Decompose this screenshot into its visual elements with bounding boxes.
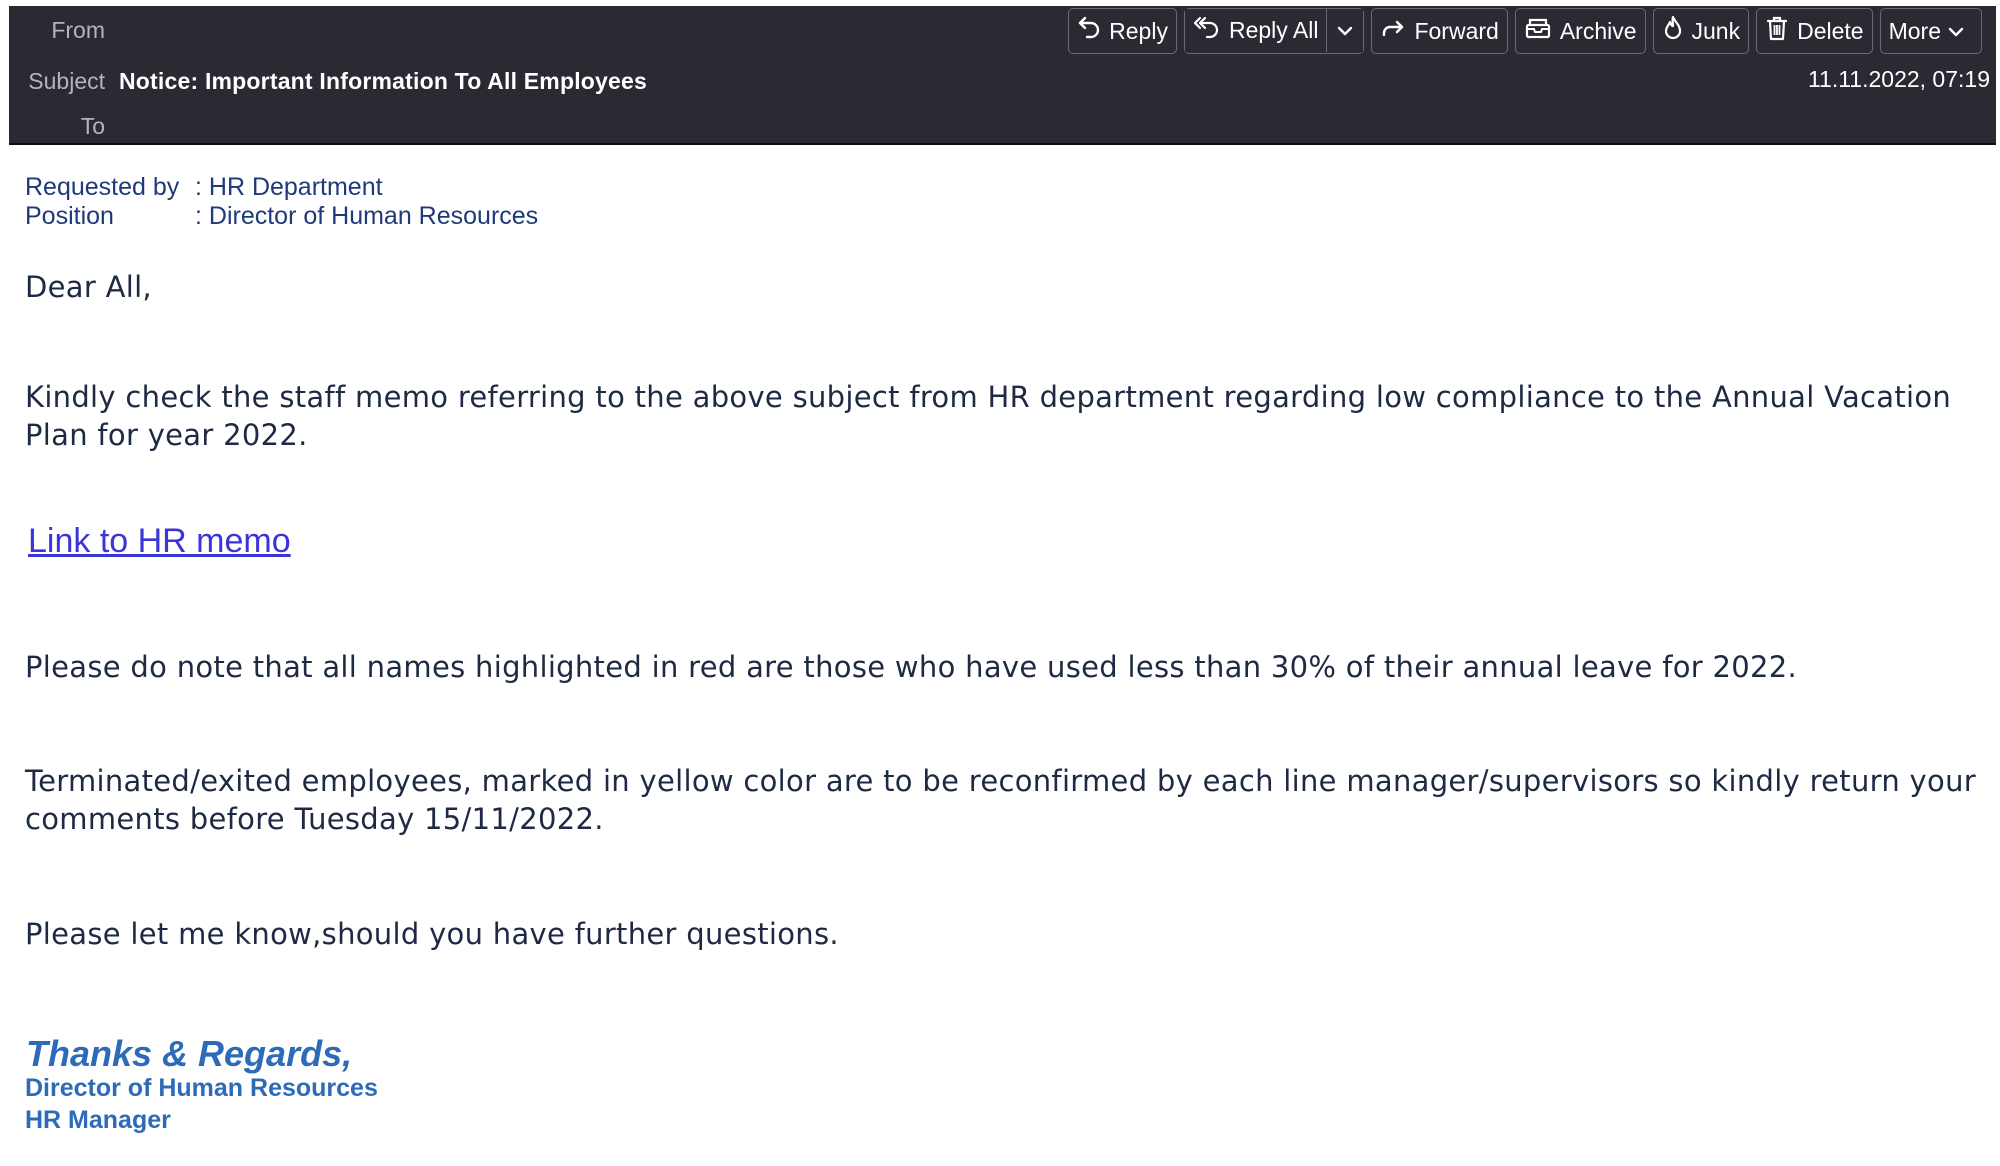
forward-button[interactable] xyxy=(1371,8,1507,54)
delete-label: Delete xyxy=(1797,17,1864,44)
message-header xyxy=(9,6,1996,145)
hr-memo-link[interactable]: Link to HR memo xyxy=(28,522,291,560)
forward-icon xyxy=(1380,17,1414,45)
signature-signoff: Thanks & Regards, xyxy=(26,1033,353,1074)
request-meta xyxy=(25,173,538,231)
forward-label: Forward xyxy=(1414,17,1499,44)
reply-all-button[interactable] xyxy=(1185,9,1326,52)
archive-icon xyxy=(1524,16,1560,46)
reply-all-label: Reply All xyxy=(1228,17,1319,43)
trash-icon xyxy=(1765,14,1797,48)
signature-title: Director of Human Resources xyxy=(25,1074,378,1102)
chevron-down-icon xyxy=(1336,17,1354,44)
junk-icon xyxy=(1662,14,1692,48)
signature-role: HR Manager xyxy=(25,1106,171,1134)
archive-button[interactable] xyxy=(1515,8,1646,54)
position-value: : Director of Human Resources xyxy=(195,202,539,230)
greeting: Dear All, xyxy=(25,270,152,304)
body-paragraph-memo: Kindly check the staff memo referring to the above subject from HR department regarding low compliance to the Annual Vacation Plan for year 2022. xyxy=(25,380,1952,452)
message-date: 11.11.2022, 07:19 xyxy=(1807,66,1990,92)
requested-by-row xyxy=(25,173,538,202)
reply-button[interactable] xyxy=(1068,8,1177,54)
chevron-down-icon xyxy=(1947,18,1973,45)
requested-by-key: Requested by xyxy=(25,173,180,201)
subject-label: Subject xyxy=(28,68,105,94)
body-paragraph-questions: Please let me know,should you have further questions. xyxy=(25,917,839,951)
more-button[interactable] xyxy=(1880,8,1982,54)
position-key: Position xyxy=(25,202,114,230)
delete-button[interactable] xyxy=(1756,8,1872,54)
body-paragraph-terminated: Terminated/exited employees, marked in yellow color are to be reconfirmed by each line manager/supervisors so kindly return your comments before Tuesday 15/11/2022. xyxy=(25,764,1976,836)
archive-label: Archive xyxy=(1559,17,1637,44)
subject-text: Notice: Important Information To All Employees xyxy=(119,68,648,94)
junk-label: Junk xyxy=(1691,17,1741,44)
reply-all-group xyxy=(1184,8,1364,54)
requested-by-value: : HR Department xyxy=(195,173,383,201)
junk-button[interactable] xyxy=(1653,8,1750,54)
reply-label: Reply xyxy=(1109,17,1168,44)
from-label: From xyxy=(51,17,105,43)
reply-icon xyxy=(1077,15,1109,47)
more-label: More xyxy=(1888,17,1941,44)
position-row xyxy=(25,202,538,231)
body-paragraph-red-names: Please do note that all names highlighted in red are those who have used less than 30% of their annual leave for 2022. xyxy=(25,650,1798,684)
message-toolbar xyxy=(1068,8,1982,54)
to-label: To xyxy=(80,113,105,139)
reply-all-dropdown[interactable] xyxy=(1326,9,1363,52)
reply-all-icon xyxy=(1193,15,1229,47)
